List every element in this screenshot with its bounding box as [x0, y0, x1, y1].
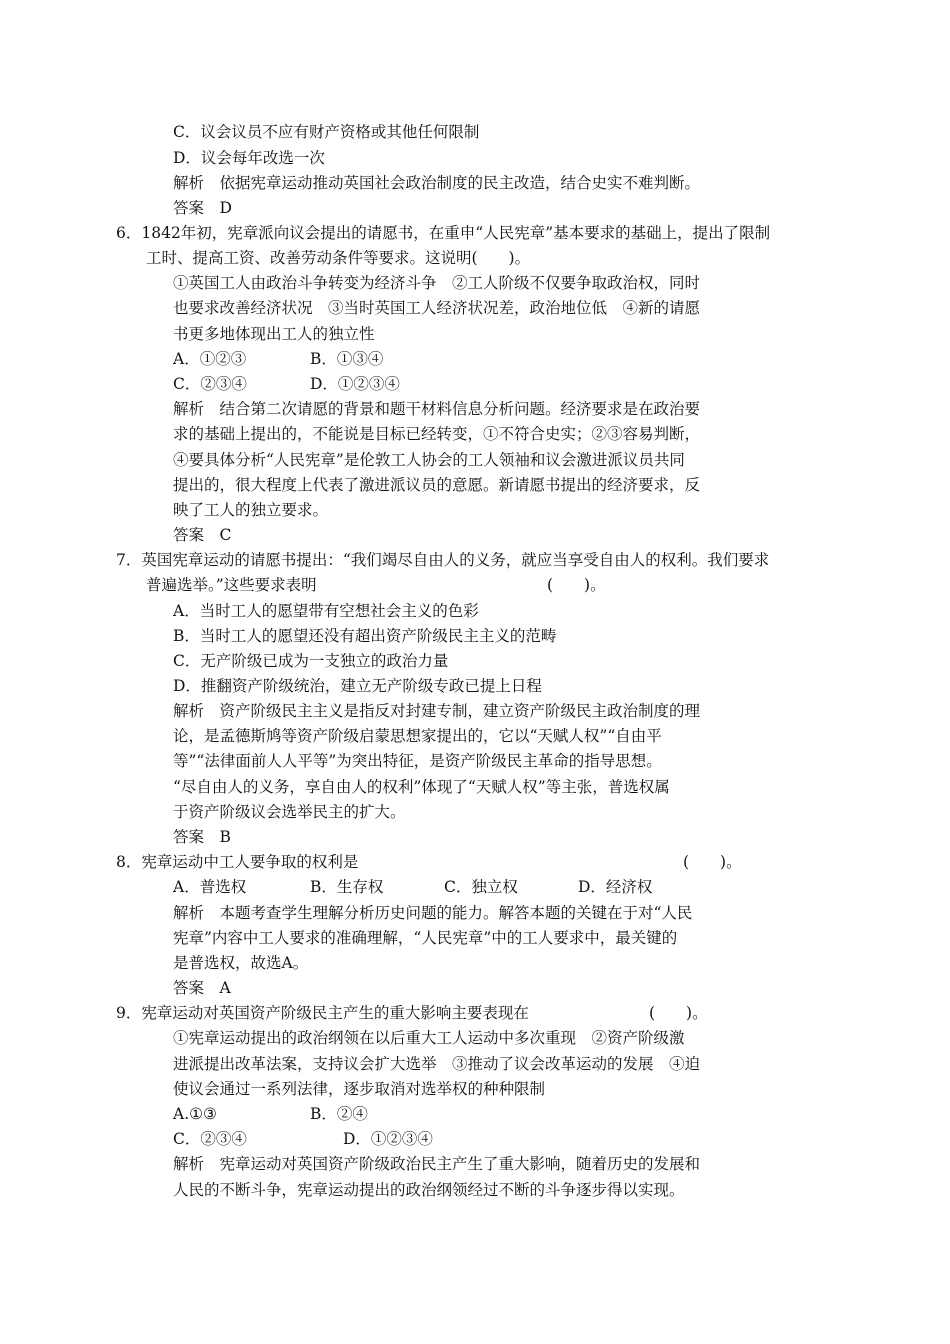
q6-items-line-1: ①英国工人由政治斗争转变为经济斗争 ②工人阶级不仅要争取政治权，同时	[173, 274, 701, 292]
q8-analysis-line-2: 宪章”内容中工人要求的准确理解，“人民宪章”中的工人要求中，最关键的	[173, 929, 678, 947]
q8-analysis-line-1: 解析 本题考查学生理解分析历史问题的能力。解答本题的关键在于对“人民	[173, 904, 693, 922]
q7-stem-line-2	[146, 575, 606, 595]
q7-analysis-line-1: 解析 资产阶级民主主义是指反对封建专制，建立资产阶级民主政治制度的理	[173, 702, 701, 720]
q8-answer: 答案 A	[173, 979, 231, 997]
q6-items-line-3: 书更多地体现出工人的独立性	[173, 325, 375, 343]
q5-answer: 答案 D	[173, 199, 232, 217]
q8-stem-text: 8．宪章运动中工人要争取的权利是	[116, 853, 359, 871]
q5-option-d: D．议会每年改选一次	[173, 149, 325, 167]
q6-options-row-2	[173, 374, 400, 394]
q8-options-row	[173, 877, 653, 897]
q7-analysis-line-4: “尽自由人的义务，享自由人的权利”体现了“天赋人权”等主张，普选权属	[173, 778, 670, 796]
q7-option-b: B．当时工人的愿望还没有超出资产阶级民主主义的范畴	[173, 627, 557, 645]
q7-analysis-line-5: 于资产阶级议会选举民主的扩大。	[173, 803, 406, 821]
q9-option-c: C．②③④	[173, 1130, 247, 1148]
q6-analysis-line-3: ④要具体分析“人民宪章”是伦敦工人协会的工人领袖和议会激进派议员共同	[173, 451, 685, 469]
q6-stem-line-1: 6．1842年初，宪章派向议会提出的请愿书，在重申“人民宪章”基本要求的基础上，提出了限制	[116, 224, 771, 242]
q9-options-row-2	[173, 1129, 433, 1149]
q6-analysis-line-5: 映了工人的独立要求。	[173, 501, 329, 519]
q6-option-b: B．①③④	[310, 350, 384, 368]
q8-option-d: D．经济权	[578, 878, 653, 896]
q7-option-a: A．当时工人的愿望带有空想社会主义的色彩	[173, 602, 479, 620]
q6-option-d: D．①②③④	[310, 375, 400, 393]
q7-analysis-line-2: 论，是孟德斯鸠等资产阶级启蒙思想家提出的，它以“天赋人权”“自由平	[173, 727, 662, 745]
q8-option-b: B．生存权	[310, 878, 384, 896]
q9-option-a: A.①③	[173, 1105, 217, 1123]
q7-analysis-line-3: 等”“法律面前人人平等”为突出特征，是资产阶级民主革命的指导思想。	[173, 752, 662, 770]
q9-analysis-line-1: 解析 宪章运动对英国资产阶级政治民主产生了重大影响，随着历史的发展和	[173, 1155, 701, 1173]
q6-items-line-2: 也要求改善经济状况 ③当时英国工人经济状况差，政治地位低 ④新的请愿	[173, 299, 701, 317]
q8-analysis-line-3: 是普选权，故选A。	[173, 954, 309, 972]
q7-stem-text: 普遍选举。”这些要求表明	[146, 576, 317, 594]
q9-stem-text: 9．宪章运动对英国资产阶级民主产生的重大影响主要表现在	[116, 1004, 529, 1022]
q8-answer-bracket: ( )。	[683, 853, 742, 871]
q6-analysis-line-1: 解析 结合第二次请愿的背景和题干材料信息分析问题。经济要求是在政治要	[173, 400, 701, 418]
q8-option-c: C．独立权	[444, 878, 518, 896]
q8-option-a: A．普选权	[173, 878, 247, 896]
q9-answer-bracket: ( )。	[649, 1004, 708, 1022]
q7-answer: 答案 B	[173, 828, 231, 846]
q6-stem-line-2: 工时、提高工资、改善劳动条件等要求。这说明( )。	[146, 249, 531, 267]
q9-items-line-3: 使议会通过一系列法律，逐步取消对选举权的种种限制	[173, 1080, 546, 1098]
q5-option-c: C．议会议员不应有财产资格或其他任何限制	[173, 123, 480, 141]
q7-stem-line-1: 7．英国宪章运动的请愿书提出：“我们竭尽自由人的义务，就应当享受自由人的权利。我们要求	[116, 551, 770, 569]
q5-analysis: 解析 依据宪章运动推动英国社会政治制度的民主改造，结合史实不难判断。	[173, 174, 701, 192]
q9-option-d: D．①②③④	[343, 1130, 433, 1148]
q6-analysis-line-4: 提出的，很大程度上代表了激进派议员的意愿。新请愿书提出的经济要求，反	[173, 476, 701, 494]
q6-option-c: C．②③④	[173, 375, 247, 393]
q6-option-a: A．①②③	[173, 350, 247, 368]
q9-items-line-1: ①宪章运动提出的政治纲领在以后重大工人运动中多次重现 ②资产阶级激	[173, 1029, 685, 1047]
q9-option-b: B．②④	[310, 1105, 368, 1123]
q9-items-line-2: 进派提出改革法案，支持议会扩大选举 ③推动了议会改革运动的发展 ④迫	[173, 1055, 701, 1073]
q7-option-d: D．推翻资产阶级统治，建立无产阶级专政已提上日程	[173, 677, 542, 695]
q8-stem	[116, 852, 742, 872]
q7-option-c: C．无产阶级已成为一支独立的政治力量	[173, 652, 449, 670]
q9-options-row-1	[173, 1104, 368, 1124]
q6-analysis-line-2: 求的基础上提出的，不能说是目标已经转变，①不符合史实；②③容易判断，	[173, 425, 701, 443]
q7-answer-bracket: ( )。	[547, 576, 606, 594]
q9-analysis-line-2: 人民的不断斗争，宪章运动提出的政治纲领经过不断的斗争逐步得以实现。	[173, 1181, 685, 1199]
q6-options-row-1	[173, 349, 384, 369]
q6-answer: 答案 C	[173, 526, 232, 544]
q9-stem	[116, 1003, 708, 1023]
